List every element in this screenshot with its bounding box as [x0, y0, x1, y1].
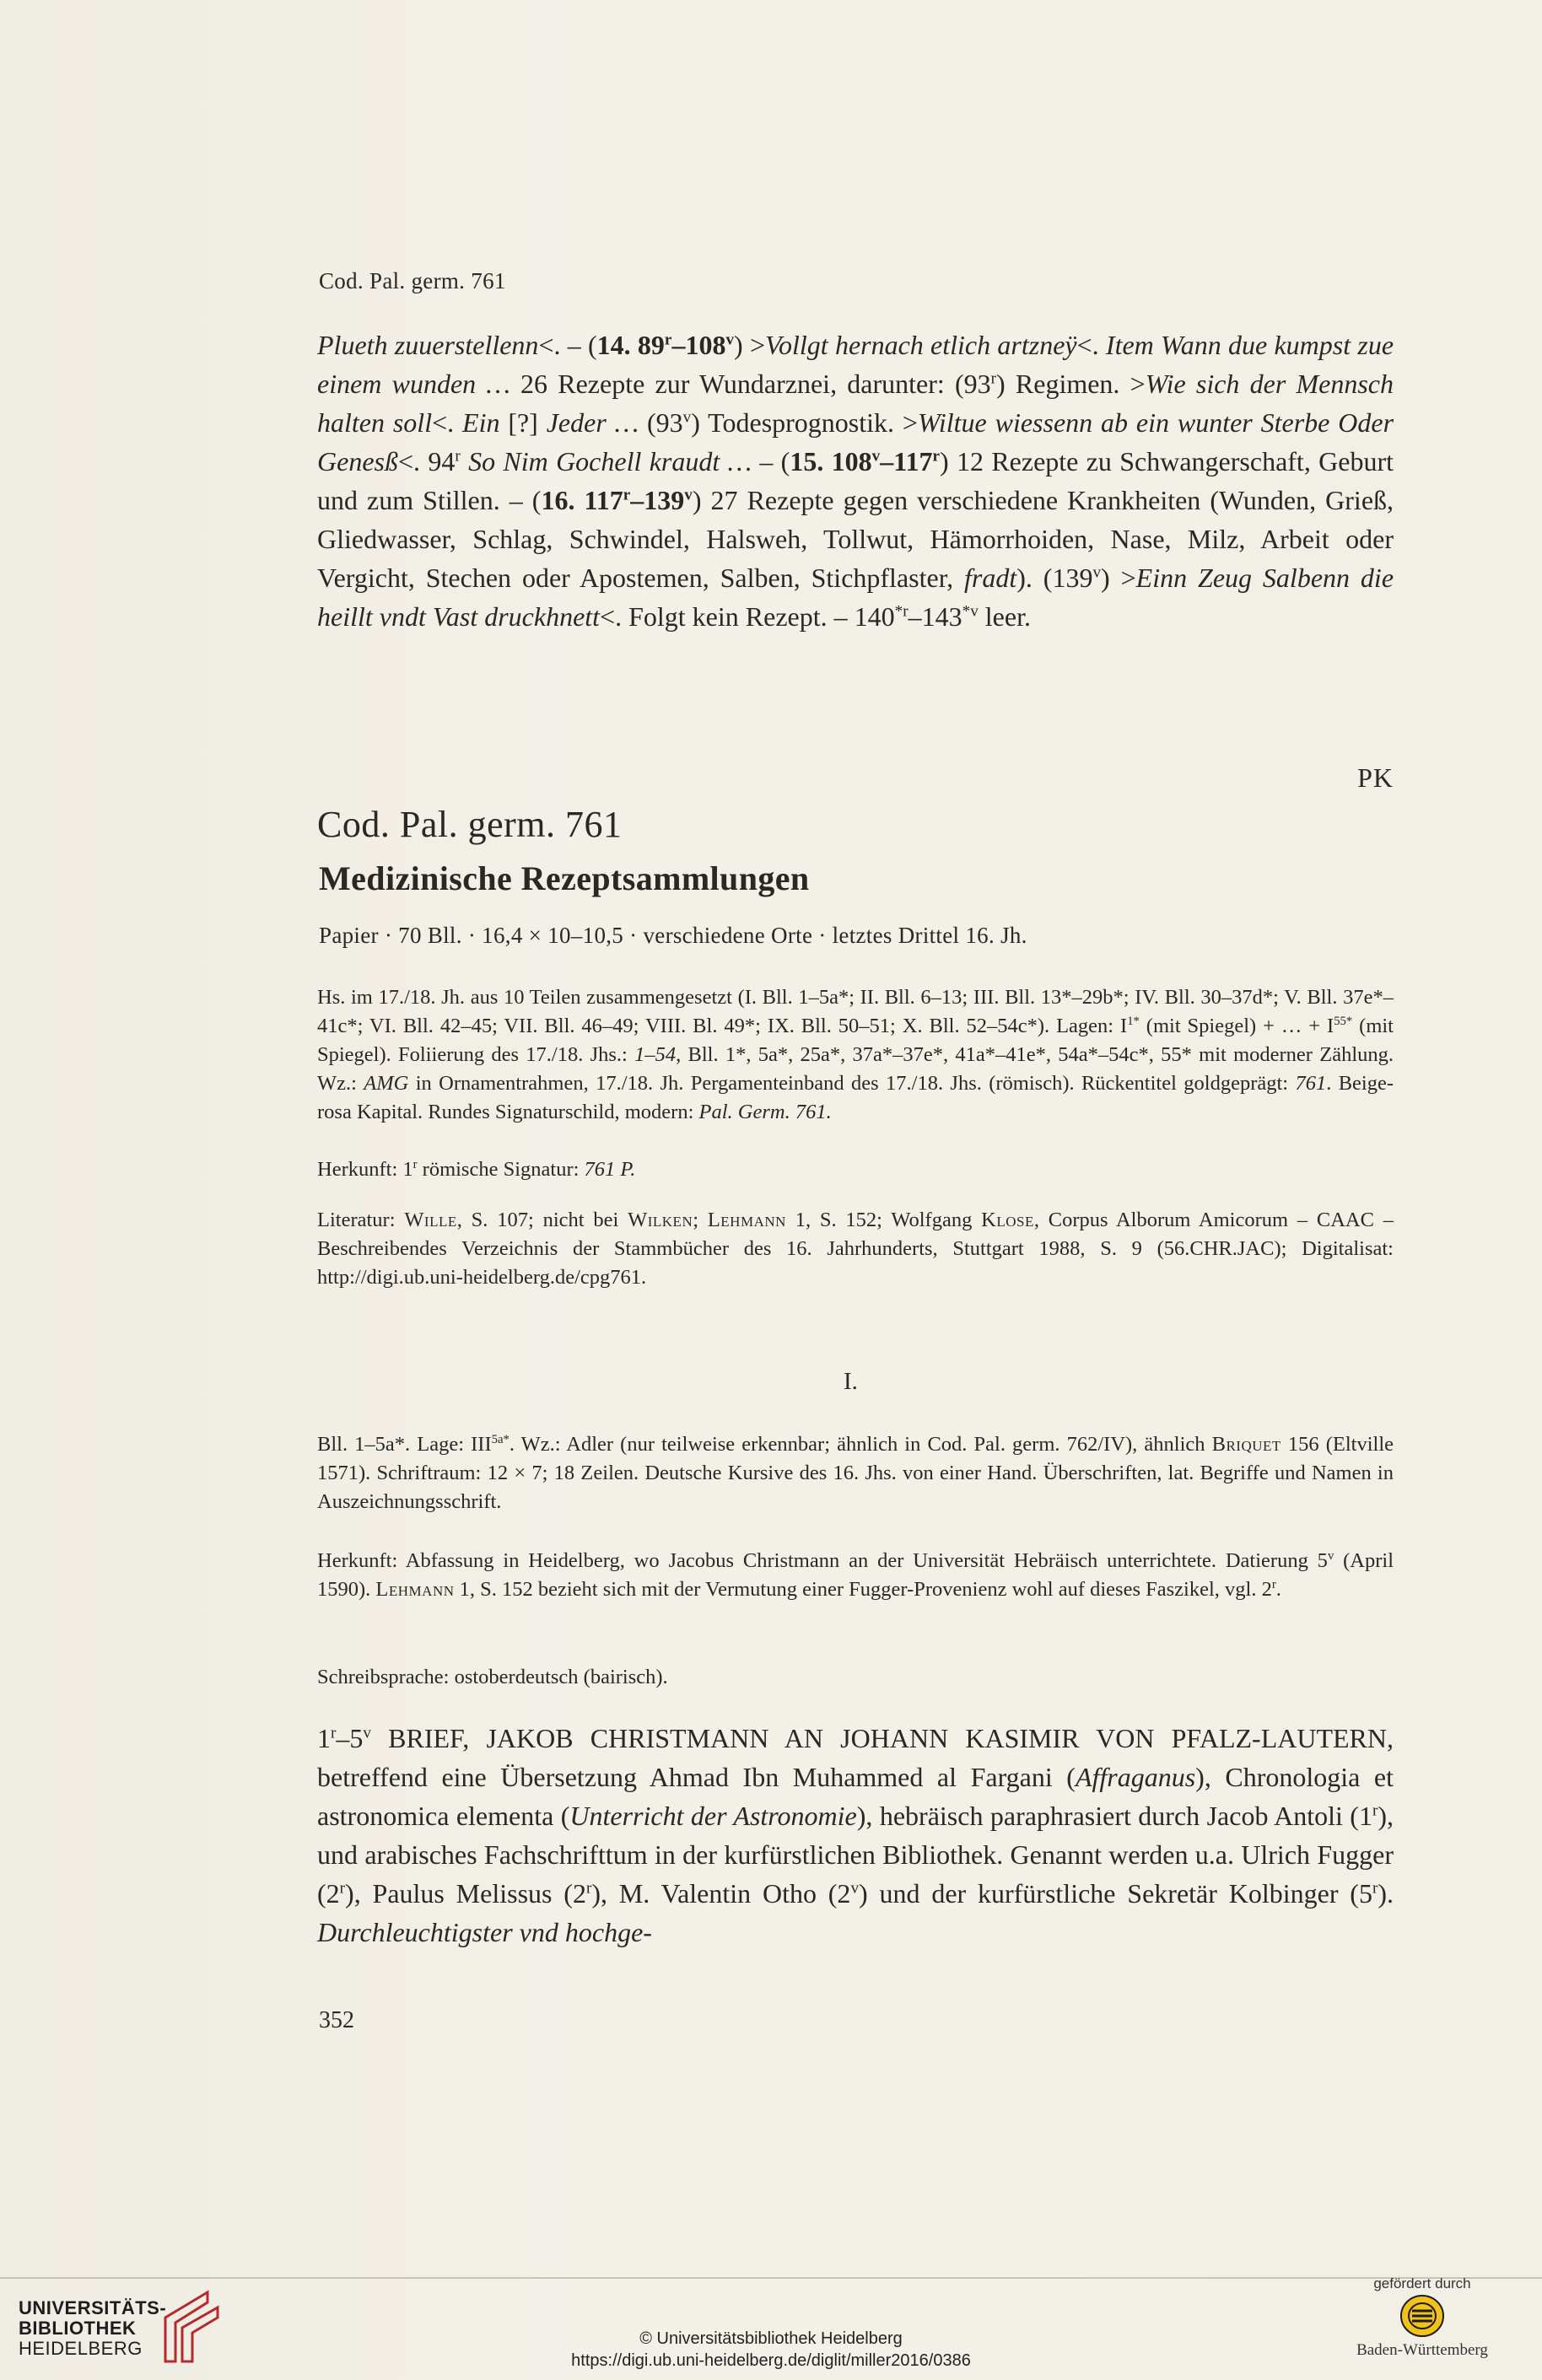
intro_paragraph-segment: ) Todesprognostik. > [691, 407, 918, 438]
intro_paragraph-segment: ) > [1101, 563, 1136, 593]
brief_paragraph-segment: r [1372, 1879, 1378, 1898]
intro_paragraph-segment: Plueth zuuerstellenn [317, 330, 539, 360]
intro_paragraph-segment: fradt [963, 563, 1017, 593]
intro_paragraph-segment: *r [894, 602, 908, 621]
intro_paragraph-segment: – ( [752, 446, 790, 477]
brief_paragraph-segment: ), M. Valentin Otho (2 [591, 1878, 851, 1909]
intro_paragraph-segment: Vollgt hernach etlich artzneÿ [765, 330, 1077, 360]
intro_paragraph-segment: 15. 108 [790, 446, 872, 477]
page-number: 352 [319, 2007, 354, 2033]
herkunft1-segment: römische Signatur: [417, 1158, 585, 1181]
brief_paragraph-segment: 1 [317, 1723, 331, 1753]
herkunft1-segment: Herkunft: 1 [317, 1158, 413, 1181]
bll-paragraph [317, 1430, 1394, 1516]
intro_paragraph-segment: v [871, 447, 881, 466]
bll_paragraph-segment: Bll. 1–5a*. Lage: III [317, 1433, 492, 1456]
intro_paragraph-segment: Item Wann due kumpst zue einem wunden … [317, 330, 1394, 399]
herkunft2-segment: Lehmann [375, 1578, 455, 1601]
brief_paragraph-segment: r [331, 1724, 337, 1742]
footer-url-link[interactable]: https://digi.ub.uni-heidelberg.de/diglit/miller2016/0386 [571, 2351, 971, 2370]
author-signature: PK [1357, 762, 1394, 793]
intro_paragraph-segment: <. – ( [538, 330, 597, 360]
bll_paragraph-segment: . Wz.: Adler (nur teilweise erkennbar; ähnlich in Cod. Pal. germ. 762/IV), ähnlich [509, 1433, 1212, 1456]
herkunft-paragraph [317, 1547, 1394, 1604]
intro_paragraph-segment: leer. [978, 601, 1031, 632]
hs-paragraph [317, 983, 1394, 1127]
brief_paragraph-segment: Durchleuchtigster vnd hochge- [317, 1917, 652, 1947]
intro_paragraph-segment: ) 12 Rezepte zu Schwangerschaft, Geburt und zum Stillen. – ( [317, 446, 1394, 515]
brief_paragraph-segment: ) und der kurfürstliche Sekretär Kolbinger (5 [859, 1878, 1372, 1909]
intro_paragraph-segment: –108 [671, 330, 726, 360]
schreibsprache-line: Schreibsprache: ostoberdeutsch (bairisch). [317, 1666, 668, 1688]
brief_paragraph-segment: BRIEF, JAKOB CHRISTMANN AN JOHANN KASIMIR VON PFALZ-LAUTERN, betreffend eine Übersetzung Ahmad Ibn Muhammed al Fargani ( [317, 1723, 1394, 1792]
brief_paragraph-segment: r [585, 1879, 592, 1898]
intro_paragraph-segment: (93 [639, 407, 683, 438]
brief_paragraph-segment: r [1372, 1801, 1378, 1820]
intro_paragraph-segment: *v [962, 602, 979, 621]
manuscript-title: Cod. Pal. germ. 761 [317, 804, 623, 845]
brief_paragraph-segment: ), und arabisches Fachschrifttum in der kurfürstlichen Bibliothek. Genannt werden u.a. Ulrich Fugger (2 [317, 1801, 1394, 1909]
herkunft2-segment: 1, S. 152 bezieht sich mit der Vermutung einer Fugger-Provenienz wohl auf dieses Faszikel, vgl. 2 [454, 1578, 1272, 1601]
herkunft2-segment: . [1275, 1578, 1281, 1601]
hs_paragraph-segment: 55* [1334, 1014, 1353, 1028]
brief_paragraph-segment: v [850, 1879, 860, 1898]
literatur-paragraph [317, 1206, 1394, 1292]
intro_paragraph-segment: v [1092, 563, 1102, 582]
intro_paragraph-segment: v [684, 486, 693, 504]
intro_paragraph-segment: <. [1076, 330, 1106, 360]
literatur-segment: , Corpus Alborum Amicorum – CAAC – Beschreibendes Verzeichnis der Stammbücher des 16. Jahrhunderts, Stuttgart 1988, S. 9 (56.CHR.JAC); Digitalisat: http://digi.ub.uni-heidelberg.de/cpg761. [317, 1209, 1394, 1289]
intro_paragraph-segment: r [932, 447, 941, 466]
intro_paragraph-segment: ) 27 Rezepte gegen verschiedene Krankheiten (Wunden, Grieß, Gliedwasser, Schlag, Schwindel, Halsweh, Tollwut, Hämorrhoiden, Nase, Milz, Arbeit oder Vergicht, Stechen oder Apostemen, Salben, Stichpflaster, [317, 485, 1394, 593]
herkunft2-segment: Herkunft: Abfassung in Heidelberg, wo Jacobus Christmann an der Universität Hebräisch unterrichtete. Datierung 5 [317, 1549, 1328, 1572]
hs_paragraph-segment: . Beige-rosa Kapital. Rundes Signaturschild, modern: [317, 1072, 1394, 1123]
intro_paragraph-segment: <. 94 [397, 446, 456, 477]
intro_paragraph-segment: v [725, 331, 735, 349]
literatur-segment: ; [693, 1209, 708, 1231]
manuscript-subtitle: Medizinische Rezeptsammlungen [319, 859, 810, 897]
literatur-segment: , S. 107; nicht bei [456, 1209, 628, 1231]
brief_paragraph-segment: –5 [336, 1723, 364, 1753]
intro_paragraph-segment: 26 Rezepte zur Wundarznei, darunter: (93 [510, 369, 991, 399]
intro_paragraph-segment: r [623, 486, 631, 504]
intro_paragraph-segment: –139 [630, 485, 685, 515]
herkunft-line [317, 1155, 1394, 1184]
bll_paragraph-segment: Briquet [1211, 1433, 1281, 1456]
brief_paragraph-segment: r [339, 1879, 346, 1898]
intro_paragraph-segment: r [455, 447, 461, 466]
intro_paragraph-segment: 16. 117 [541, 485, 623, 515]
brief_paragraph-segment: ), Chronologia et astronomica elementa ( [317, 1762, 1394, 1831]
herkunft2-segment: r [1271, 1577, 1276, 1591]
intro_paragraph-segment: r [664, 331, 672, 349]
brief_paragraph-segment: ). [1378, 1878, 1394, 1909]
hs_paragraph-segment: 1–54 [634, 1043, 677, 1066]
intro_paragraph-segment: ) Regimen. > [996, 369, 1146, 399]
intro_paragraph-segment: r [990, 369, 997, 388]
intro_paragraph-segment [461, 446, 468, 477]
hs_paragraph-segment: (mit Spiegel) + … + I [1139, 1015, 1334, 1037]
intro_paragraph-segment: Ein [462, 407, 500, 438]
manuscript-meta: Papier · 70 Bll. · 16,4 × 10–10,5 · verschiedene Orte · letztes Drittel 16. Jh. [319, 923, 1027, 948]
literatur-segment: Lehmann [707, 1209, 786, 1231]
literatur-segment: Klose [981, 1209, 1034, 1231]
footer-divider [0, 2277, 1542, 2279]
intro_paragraph-segment: –117 [880, 446, 933, 477]
herkunft2-segment: v [1327, 1548, 1334, 1563]
hs_paragraph-segment: Hs. im 17./18. Jh. aus 10 Teilen zusammengesetzt (I. Bll. 1–5a*; II. Bll. 6–13; III. Bll. 13*–29b*; IV. Bll. 30–37d*; V. Bll. 37e*–41c*; VI. Bll. 42–45; VII. Bll. 46–49; VIII. Bl. 49*; IX. Bll. 50–51; X. Bll. 52–54c*). Lagen: I [317, 986, 1394, 1037]
library-logo-text: UNIVERSITÄTS- BIBLIOTHEK HEIDELBERG [19, 2297, 167, 2359]
hs_paragraph-segment: 761 [1295, 1072, 1327, 1095]
literatur-segment: Wilken [628, 1209, 693, 1231]
herkunft1-segment: r [412, 1157, 418, 1171]
intro-paragraph [317, 326, 1394, 636]
brief_paragraph-segment: v [363, 1724, 371, 1742]
brief_paragraph-segment: ), hebräisch paraphrasiert durch Jacob Antoli (1 [856, 1801, 1372, 1831]
intro_paragraph-segment: Wie sich der Mennsch halten soll [317, 369, 1394, 438]
intro_paragraph-segment: ) > [734, 330, 766, 360]
intro_paragraph-segment: [?] [499, 407, 547, 438]
literatur-segment: 1, S. 152; Wolfgang [785, 1209, 982, 1231]
literatur-segment: Literatur: [317, 1209, 405, 1231]
literatur-segment: Wille [404, 1209, 457, 1231]
brief-paragraph [317, 1719, 1394, 1952]
herkunft1-segment: 761 P. [584, 1158, 636, 1181]
bll_paragraph-segment: 5a* [491, 1432, 510, 1446]
hs_paragraph-segment: AMG [364, 1072, 409, 1095]
hs_paragraph-segment: (mit Spiegel). Foliierung des 17./18. Jhs.: [317, 1015, 1394, 1066]
intro_paragraph-segment: v [682, 408, 692, 427]
brief_paragraph-segment: Unterricht der Astronomie [569, 1801, 857, 1831]
hs_paragraph-segment: Pal. Germ. 761. [698, 1101, 832, 1123]
herkunft2-segment: (April 1590). [317, 1549, 1394, 1601]
brief_paragraph-segment: ), Paulus Melissus (2 [345, 1878, 586, 1909]
funding-block: gefördert durch Baden-Württemberg [1356, 2275, 1488, 2359]
intro_paragraph-segment: Jeder … [546, 407, 639, 438]
intro_paragraph-segment: 14. 89 [596, 330, 665, 360]
hs_paragraph-segment: in Ornamentrahmen, 17./18. Jh. Pergamenteinband des 17./18. Jhs. (römisch). Rückentitel goldgeprägt: [408, 1072, 1296, 1095]
brief_paragraph-segment: Affraganus [1075, 1762, 1196, 1792]
hs_paragraph-segment: , Bll. 1*, 5a*, 25a*, 37a*–37e*, 41a*–41e*, 54a*–54c*, 55* mit moderner Zählung. Wz.: [317, 1043, 1394, 1095]
running-head: Cod. Pal. germ. 761 [319, 268, 506, 293]
intro_paragraph-segment: ). (139 [1016, 563, 1093, 593]
intro_paragraph-segment: Einn Zeug Salbenn die heillt vndt Vast druckhnett [317, 563, 1394, 632]
footer-copyright: © Universitätsbibliothek Heidelberg https://digi.ub.uni-heidelberg.de/diglit/miller2016/0386 [0, 2328, 1542, 2372]
section-number: I. [844, 1368, 858, 1395]
intro_paragraph-segment: <. Folgt kein Rezept. – 140 [600, 601, 895, 632]
intro_paragraph-segment: <. [432, 407, 463, 438]
intro_paragraph-segment: –143 [908, 601, 962, 632]
coat-of-arms-icon [1399, 2294, 1445, 2338]
bll_paragraph-segment: 156 (Eltville 1571). Schriftraum: 12 × 7; 18 Zeilen. Deutsche Kursive des 16. Jhs. von einer Hand. Überschriften, lat. Begriffe und Namen in Auszeichnungsschrift. [317, 1433, 1394, 1513]
intro_paragraph-segment: Wiltue wiessenn ab ein wunter Sterbe Oder Genesß [317, 407, 1394, 477]
hs_paragraph-segment: 1* [1127, 1014, 1140, 1028]
intro_paragraph-segment: So Nim Gochell kraudt … [468, 446, 752, 477]
